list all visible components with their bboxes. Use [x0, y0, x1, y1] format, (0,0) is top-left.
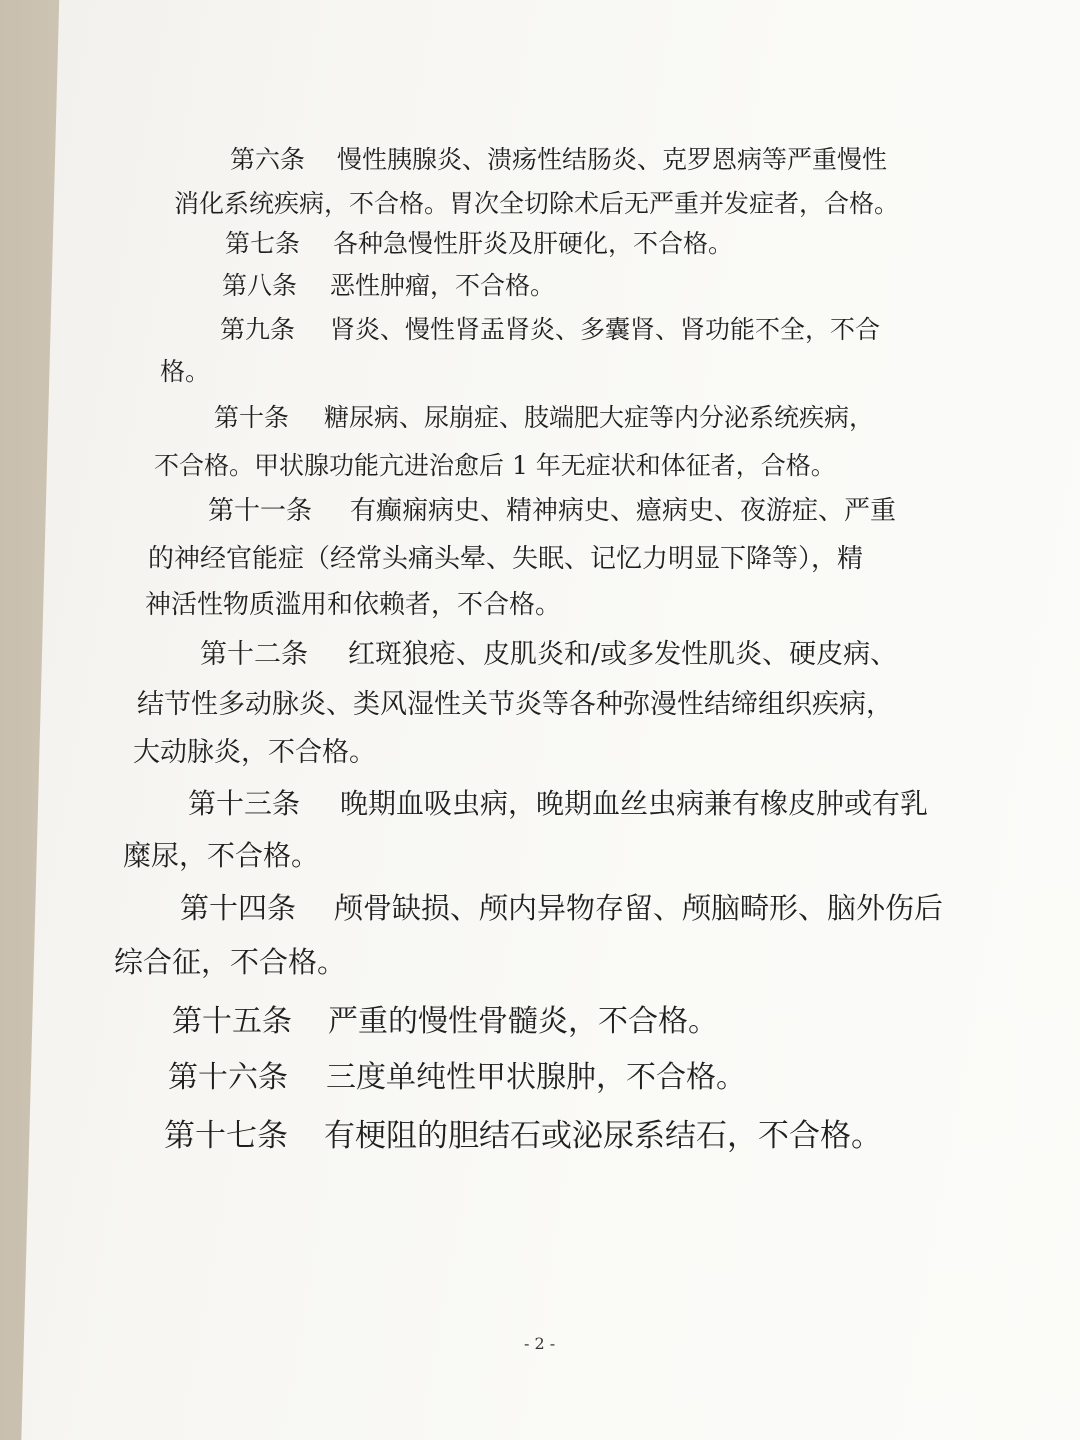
article-title: 第十七条 [164, 1118, 288, 1154]
article-10 [214, 398, 874, 434]
article-14-cont [114, 940, 346, 981]
article-11 [208, 490, 896, 527]
article-7 [225, 224, 733, 260]
article-line: 神活性物质滥用和依赖者，不合格。 [145, 590, 562, 620]
article-line: 肾炎、慢性肾盂肾炎、多囊肾、肾功能不全，不合 [330, 315, 881, 344]
article-11-cont-1 [148, 538, 863, 575]
article-8 [222, 266, 555, 302]
page-number: - 2 - [524, 1334, 556, 1353]
article-title: 第十条 [214, 403, 290, 432]
article-title: 第十五条 [172, 1004, 292, 1039]
article-title: 第六条 [230, 145, 306, 174]
article-line: 颅骨缺损、颅内异物存留、颅脑畸形、脑外伤后 [334, 891, 944, 925]
article-12 [200, 632, 897, 671]
article-title: 第十二条 [200, 639, 308, 670]
article-line: 红斑狼疮、皮肌炎和/或多发性肌炎、硬皮病、 [348, 639, 898, 670]
article-line: 糖尿病、尿崩症、肢端肥大症等内分泌系统疾病， [324, 403, 875, 432]
article-title: 第八条 [222, 271, 298, 300]
article-line: 慢性胰腺炎、溃疡性结肠炎、克罗恩病等严重慢性 [337, 145, 888, 174]
article-line: 晚期血吸虫病，晚期血丝虫病兼有橡皮肿或有乳 [340, 787, 929, 820]
article-15 [172, 996, 718, 1040]
article-14 [180, 886, 943, 927]
article-13-cont [123, 834, 319, 874]
article-9 [220, 310, 880, 346]
article-line: 消化系统疾病，不合格。胃次全切除术后无严重并发症者，合格。 [174, 189, 900, 218]
article-16 [168, 1052, 746, 1096]
article-line: 大动脉炎，不合格。 [133, 737, 376, 768]
article-line: 恶性肿瘤，不合格。 [330, 271, 556, 300]
article-line: 不合格。甲状腺功能亢进治愈后 1 年无症状和体征者，合格。 [154, 451, 836, 480]
article-line: 各种急慢性肝炎及肝硬化，不合格。 [333, 229, 734, 258]
article-13 [188, 782, 928, 822]
article-10-cont [154, 446, 836, 482]
article-11-cont-2 [145, 584, 561, 621]
article-line: 格。 [160, 357, 211, 386]
article-line: 严重的慢性骨髓炎，不合格。 [328, 1004, 718, 1039]
article-line: 有癫痫病史、精神病史、癔病史、夜游症、严重 [350, 496, 897, 526]
article-9-cont [160, 352, 210, 388]
article-title: 第十一条 [208, 496, 313, 526]
article-6-cont [174, 184, 899, 220]
article-title: 第七条 [225, 229, 301, 258]
article-line: 的神经官能症（经常头痛头晕、失眠、记忆力明显下降等），精 [148, 544, 864, 574]
article-line: 三度单纯性甲状腺肿，不合格。 [326, 1060, 746, 1095]
article-line: 综合征，不合格。 [114, 945, 347, 979]
article-title: 第十三条 [188, 787, 301, 820]
article-line: 结节性多动脉炎、类风湿性关节炎等各种弥漫性结缔组织疾病， [137, 689, 893, 720]
article-6 [230, 140, 887, 176]
article-title: 第十四条 [180, 891, 297, 925]
article-title: 第九条 [220, 315, 296, 344]
article-line: 有梗阻的胆结石或泌尿系结石，不合格。 [324, 1118, 882, 1154]
article-17 [164, 1110, 882, 1155]
article-line: 糜尿，不合格。 [123, 839, 320, 872]
article-12-cont-2 [133, 730, 376, 769]
article-12-cont-1 [137, 682, 893, 721]
article-title: 第十六条 [168, 1060, 288, 1095]
